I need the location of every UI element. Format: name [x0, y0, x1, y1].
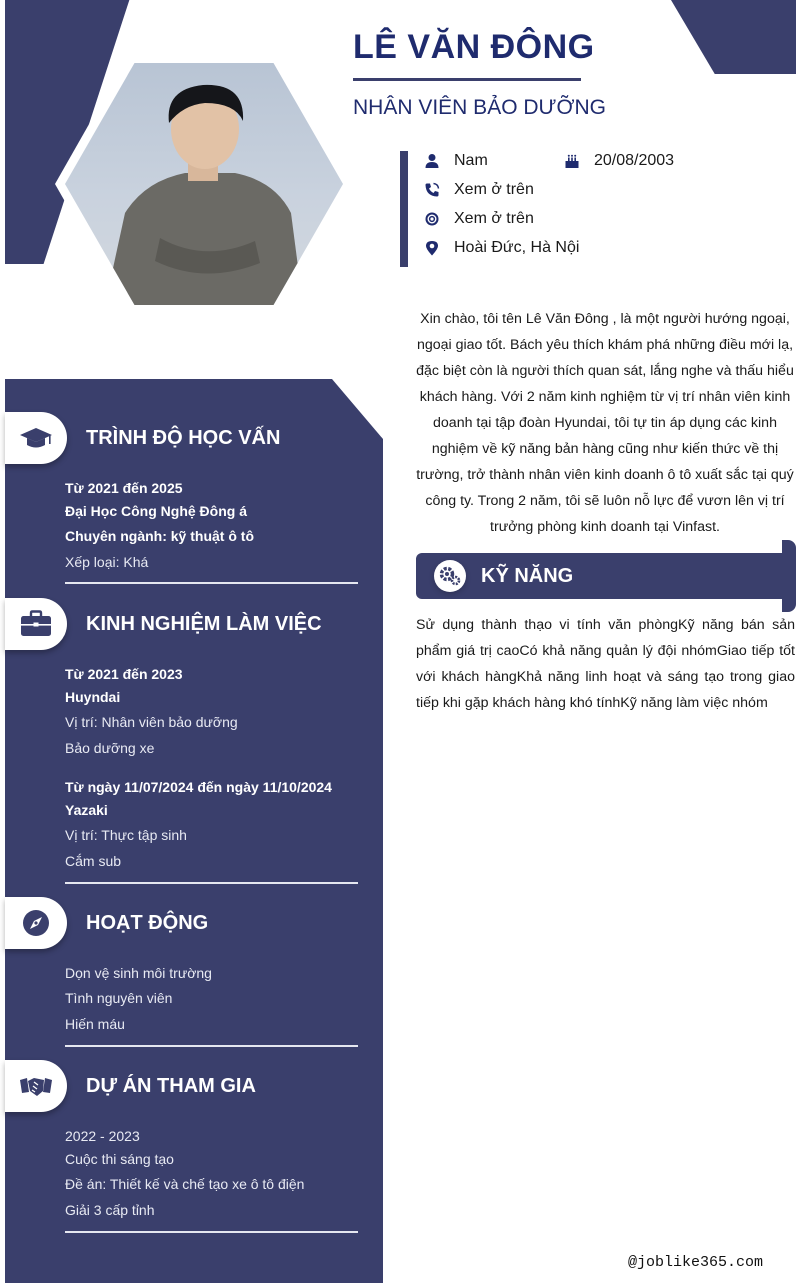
- skills-title: KỸ NĂNG: [481, 565, 574, 587]
- education-major: Chuyên ngành: kỹ thuật ô tô: [65, 528, 254, 544]
- intro-paragraph: Xin chào, tôi tên Lê Văn Đông , là một người hướng ngoại, ngoại giao tốt. Bách yêu thích khám phá những điều mới lạ, đặc biệt còn là người thích quan sát, lắng nghe và thấu hiểu khách hàng. Với 2 năm kinh nghiệm từ vị trí nhân viên kinh doanh tại tập đoàn Hyundai, tôi tự tin áp dụng các kinh nghiệm về kỹ năng bản hàng cũng như kiến thức về thị trường, trở thành nhân viên kinh doanh ô tô xuất sắc tại quý công ty. Trong 2 năm, tôi sẽ luôn nỗ lực để vươn lên vị trí trưởng phòng kinh doanh tại Vinfast.: [416, 311, 794, 535]
- project-name: Cuộc thi sáng tạo: [65, 1151, 174, 1167]
- education-icon-pill: [5, 412, 67, 464]
- education-rank: Xếp loại: Khá: [65, 554, 149, 570]
- graduation-cap-icon: [19, 424, 53, 452]
- address-value: Hoài Đức, Hà Nội: [454, 239, 580, 256]
- projects-title: DỰ ÁN THAM GIA: [86, 1075, 256, 1097]
- skills-text: Sử dụng thành thạo vi tính văn phòngKỹ năng bán sản phẩm giá trị caoCó khả năng quản lý đội nhómGiao tiếp tốt với khách hàngKhả năng linh hoạt và sáng tạo trong giao tiếp khi gặp khách hàng khó tínhKỹ năng làm việc nhóm: [416, 617, 795, 711]
- activities-title: HOẠT ĐỘNG: [86, 912, 209, 934]
- birthday-value: 20/08/2003: [594, 152, 675, 169]
- footer-watermark[interactable]: @joblike365.com: [628, 1254, 764, 1271]
- project-topic: Đề án: Thiết kế và chế tạo xe ô tô điện: [65, 1176, 305, 1192]
- info-phone: [424, 181, 534, 199]
- projects-divider: [65, 1231, 358, 1233]
- projects-icon-pill: [5, 1060, 67, 1112]
- profile-photo: [55, 53, 353, 315]
- cake-icon: [564, 153, 580, 169]
- experience-1-period: Từ 2021 đến 2023: [65, 666, 183, 682]
- education-period: Từ 2021 đến 2025: [65, 480, 183, 496]
- activities-icon-pill: [5, 897, 67, 949]
- info-birthday: [564, 152, 674, 170]
- experience-2-company: Yazaki: [65, 802, 108, 818]
- candidate-name: LÊ VĂN ĐÔNG: [353, 28, 595, 66]
- job-title: NHÂN VIÊN BẢO DƯỠNG: [353, 96, 606, 119]
- info-address: [424, 239, 579, 257]
- name-underline: [353, 78, 581, 81]
- activity-item: Dọn vệ sinh môi trường: [65, 965, 212, 981]
- phone-icon: [424, 182, 440, 198]
- info-accent-bar: [400, 151, 408, 267]
- briefcase-icon: [19, 610, 53, 638]
- user-icon: [424, 153, 440, 169]
- project-period: 2022 - 2023: [65, 1128, 140, 1144]
- info-email: [424, 210, 534, 228]
- skills-header-bar: [416, 553, 782, 599]
- experience-divider: [65, 882, 358, 884]
- experience-1-company: Huyndai: [65, 689, 121, 705]
- phone-value[interactable]: Xem ở trên: [454, 181, 534, 198]
- experience-2-position: Vị trí: Thực tập sinh: [65, 827, 187, 843]
- experience-1-desc: Bảo dưỡng xe: [65, 740, 155, 756]
- compass-icon: [19, 909, 53, 937]
- gender-value: Nam: [454, 152, 488, 169]
- education-school: Đại Học Công Nghệ Đông á: [65, 503, 247, 519]
- skills-header-tab: [782, 540, 796, 612]
- experience-title: KINH NGHIỆM LÀM VIỆC: [86, 613, 322, 635]
- header-right-shape: [671, 0, 796, 74]
- email-value[interactable]: Xem ở trên: [454, 210, 534, 227]
- education-divider: [65, 582, 358, 584]
- handshake-icon: [19, 1072, 53, 1100]
- experience-icon-pill: [5, 598, 67, 650]
- education-title: TRÌNH ĐỘ HỌC VẤN: [86, 427, 281, 449]
- project-award: Giải 3 cấp tỉnh: [65, 1202, 155, 1218]
- experience-2-period: Từ ngày 11/07/2024 đến ngày 11/10/2024: [65, 779, 332, 795]
- skills-icon-badge: [434, 560, 466, 592]
- map-pin-icon: [424, 240, 440, 256]
- experience-2-desc: Cắm sub: [65, 853, 122, 869]
- info-gender: [424, 152, 488, 170]
- activity-item: Tình nguyên viên: [65, 990, 173, 1006]
- activity-item: Hiến máu: [65, 1016, 125, 1032]
- gears-icon: [434, 560, 466, 592]
- at-sign-icon: [424, 211, 440, 227]
- activities-divider: [65, 1045, 358, 1047]
- experience-1-position: Vị trí: Nhân viên bảo dưỡng: [65, 714, 238, 730]
